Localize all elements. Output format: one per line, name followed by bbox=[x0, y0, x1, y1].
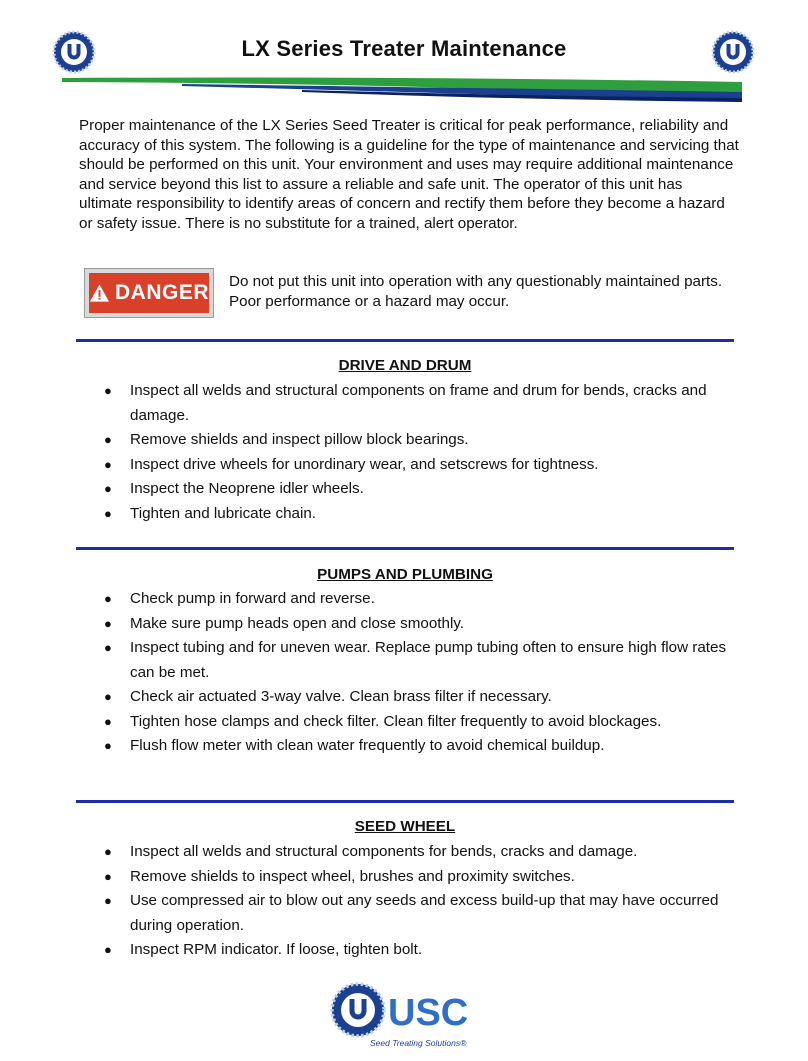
footer-tagline: Seed Treating Solutions® bbox=[370, 1038, 467, 1048]
usc-badge-icon bbox=[332, 984, 384, 1036]
section-divider bbox=[76, 339, 734, 342]
danger-label: DANGER bbox=[114, 281, 209, 304]
list-item: ● Inspect RPM indicator. If loose, tighten bolt. bbox=[104, 941, 423, 958]
list-item: ● Remove shields to inspect wheel, brushes and proximity switches. bbox=[104, 867, 575, 885]
intro-paragraph: Proper maintenance of the LX Series Seed Treater is critical for peak performance, reliability and accuracy of this system. The following is a guideline for the type of maintenance and servicing that should be performed on this unit. Your environment and uses may require additional maintenance and service beyond this list to assure a reliable and safe unit. The operator of this unit has ultimate responsibility to identify areas of concern and rectify them before they become a hazard or safety issue. There is no substitute for a trained, alert operator. bbox=[79, 117, 739, 232]
list-item: ● Inspect all welds and structural components for bends, cracks and damage. bbox=[104, 843, 638, 860]
warning-triangle-icon bbox=[89, 283, 110, 303]
list-item: ● Tighten and lubricate chain. bbox=[104, 504, 317, 522]
danger-message: Do not put this unit into operation with any questionably maintained parts. Poor performance or a hazard may occur. bbox=[229, 273, 723, 310]
seed-wheel-list bbox=[76, 840, 736, 963]
section-title-pumps-and-plumbing: PUMPS AND PLUMBING bbox=[317, 566, 493, 583]
section-title-seed-wheel: SEED WHEEL bbox=[354, 818, 456, 835]
list-item: ● Make sure pump heads open and close smoothly. bbox=[104, 614, 465, 632]
list-item: ● Check air actuated 3-way valve. Clean brass filter if necessary. bbox=[104, 688, 552, 705]
list-item: ● Inspect all welds and structural components on frame and drum for bends, cracks and damage. bbox=[104, 382, 707, 424]
pumps-and-plumbing-list bbox=[76, 587, 736, 759]
list-item: ● Use compressed air to blow out any seeds and excess build-up that may have occurred during operation. bbox=[104, 892, 719, 934]
list-item: ● Inspect drive wheels for unordinary wear, and setscrews for tightness. bbox=[104, 455, 599, 473]
section-title-drive-and-drum: DRIVE AND DRUM bbox=[338, 357, 472, 374]
list-item: ● Check pump in forward and reverse. bbox=[104, 590, 375, 607]
page-title: LX Series Treater Maintenance bbox=[241, 36, 567, 61]
list-item: ● Flush flow meter with clean water frequently to avoid chemical buildup. bbox=[104, 737, 605, 754]
list-item: ● Inspect the Neoprene idler wheels. bbox=[104, 480, 364, 497]
section-divider bbox=[76, 547, 734, 550]
header-swoosh bbox=[62, 72, 742, 106]
section-divider bbox=[76, 800, 734, 803]
footer-brand: USC bbox=[388, 992, 469, 1034]
list-item: ● Inspect tubing and for uneven wear. Replace pump tubing often to ensure high flow rates can be met. bbox=[104, 639, 727, 681]
list-item: ● Tighten hose clamps and check filter. Clean filter frequently to avoid blockages. bbox=[104, 712, 662, 730]
drive-and-drum-list bbox=[76, 379, 736, 526]
list-item: ● Remove shields and inspect pillow block bearings. bbox=[104, 431, 469, 448]
usc-footer-logo bbox=[330, 982, 480, 1048]
danger-sign bbox=[84, 268, 214, 318]
